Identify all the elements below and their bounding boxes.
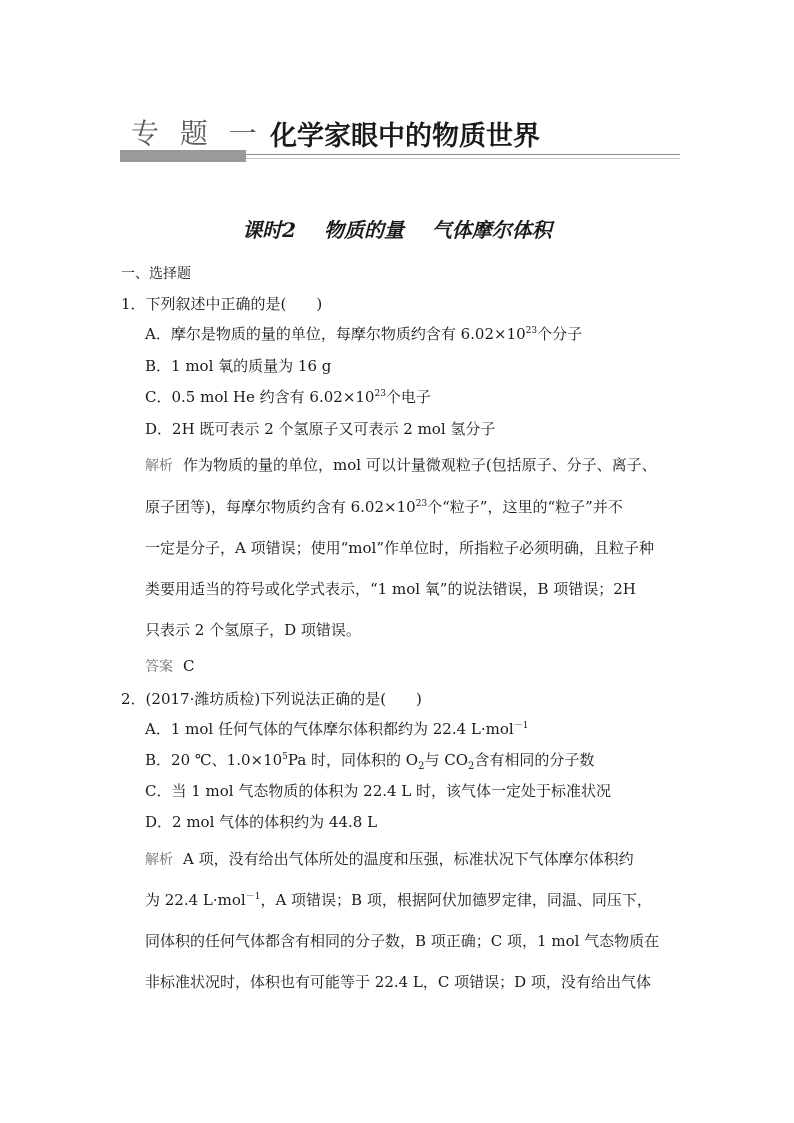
q2-option-b-sub2: 2 — [468, 761, 475, 772]
q1-answer-value: C — [183, 657, 195, 675]
lesson-title: 课时2 物质的量 气体摩尔体积 — [242, 218, 552, 242]
q2-option-a — [145, 718, 528, 739]
q1-analysis-line-4: 类要用适当的符号或化学式表示，“1 mol 氧”的说法错误，B 项错误；2H — [145, 580, 636, 598]
q2-stem: 2．(2017·潍坊质检)下列说法正确的是( ) — [121, 690, 422, 708]
q2-analysis-text-1: A 项，没有给出气体所处的温度和压强，标准状况下气体摩尔体积约 — [183, 850, 634, 868]
q1-option-c-exp: 23 — [374, 389, 386, 399]
banner-bar — [120, 150, 246, 162]
q2-option-a-exp: －1 — [513, 721, 529, 731]
q2-analysis-line-1 — [145, 848, 634, 869]
q1-analysis-line-3: 一定是分子，A 项错误；使用“mol”作单位时，所指粒子必须明确，且粒子种 — [145, 539, 654, 557]
q1-analysis-exp: 23 — [415, 499, 428, 509]
q1-option-b: B．1 mol 氧的质量为 16 g — [145, 357, 332, 375]
q1-answer — [145, 656, 194, 676]
chapter-title: 化学家眼中的物质世界 — [270, 121, 540, 152]
q2-option-b-sub1: 2 — [418, 761, 425, 772]
q1-option-c — [145, 386, 431, 407]
q1-answer-tag: 答案 — [145, 659, 173, 675]
q1-option-c-text: C．0.5 mol He 约含有 6.02×10 — [145, 388, 375, 406]
q2-analysis-text-2b: ，A 项错误；B 项，根据阿伏加德罗定律，同温、同压下， — [260, 891, 652, 909]
q1-analysis-text-1: 作为物质的量的单位，mol 可以计量微观粒子(包括原子、分子、离子、 — [183, 456, 657, 474]
q1-option-c-tail: 个电子 — [385, 388, 431, 406]
q2-option-d: D．2 mol 气体的体积约为 44.8 L — [145, 813, 378, 831]
q1-analysis-text-2: 原子团等)，每摩尔物质约含有 6.02×10 — [145, 498, 416, 516]
q1-analysis-line-5: 只表示 2 个氢原子，D 项错误。 — [145, 621, 361, 639]
q1-stem: 1．下列叙述中正确的是( ) — [121, 295, 323, 313]
q2-analysis-exp: －1 — [245, 892, 261, 902]
q2-option-b-tail: 含有相同的分子数 — [474, 751, 595, 769]
banner-rule-light — [246, 158, 680, 159]
chapter-label: 专 题 一 — [131, 117, 263, 150]
q2-analysis-line-4: 非标准状况时，体积也有可能等于 22.4 L，C 项错误；D 项，没有给出气体 — [145, 973, 651, 991]
q1-analysis-text-2b: 个“粒子”，这里的“粒子”并不 — [427, 498, 623, 516]
q1-option-a — [145, 323, 582, 344]
banner-rule — [246, 154, 680, 155]
q2-option-a-text: A．1 mol 任何气体的气体摩尔体积都约为 22.4 L·mol — [145, 720, 514, 738]
q2-option-b-exp: 5 — [282, 752, 288, 762]
q2-option-b — [145, 749, 594, 772]
section-heading: 一、选择题 — [121, 266, 191, 282]
q1-option-d: D．2H 既可表示 2 个氢原子又可表示 2 mol 氢分子 — [145, 420, 496, 438]
q1-option-a-exp: 23 — [525, 326, 538, 336]
q2-option-c: C．当 1 mol 气态物质的体积为 22.4 L 时，该气体一定处于标准状况 — [145, 782, 612, 800]
q1-analysis-line-2 — [145, 496, 623, 517]
q2-option-b-mid2: 与 CO — [424, 751, 469, 769]
q2-option-b-mid1: Pa 时，同体积的 O — [287, 751, 419, 769]
q2-analysis-text-2: 为 22.4 L·mol — [145, 891, 246, 909]
q1-option-a-text: A．摩尔是物质的量的单位，每摩尔物质约含有 6.02×10 — [145, 325, 526, 343]
q1-option-a-tail: 个分子 — [537, 325, 583, 343]
q2-analysis-tag: 解析 — [145, 852, 173, 868]
q1-analysis-line-1 — [145, 454, 657, 475]
q2-analysis-line-2 — [145, 889, 652, 910]
q2-analysis-line-3: 同体积的任何气体都含有相同的分子数，B 项正确；C 项，1 mol 气态物质在 — [145, 932, 660, 950]
q1-analysis-tag: 解析 — [145, 458, 173, 474]
q2-option-b-text: B．20 ℃、1.0×10 — [145, 751, 283, 769]
